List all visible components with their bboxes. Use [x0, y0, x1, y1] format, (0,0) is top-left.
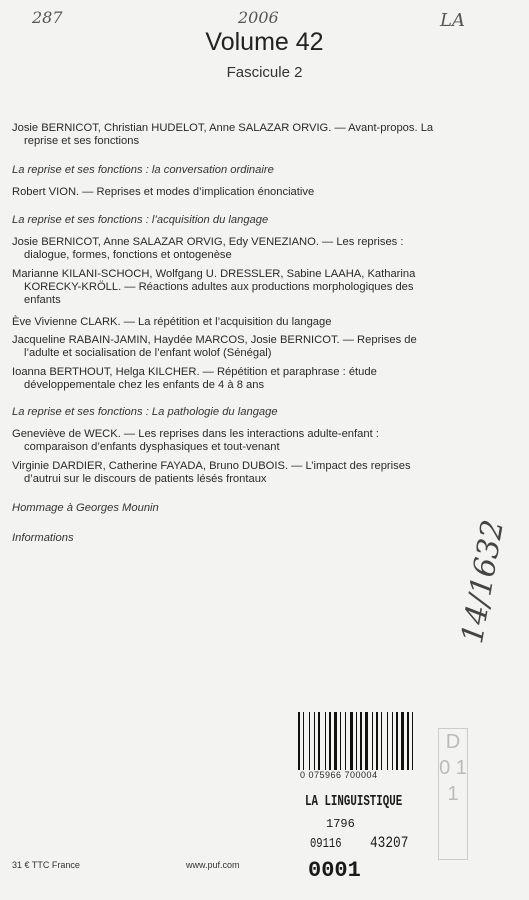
toc-section-heading: La reprise et ses fonctions : l’acquisition du langage — [12, 214, 269, 226]
barcode-bar — [387, 712, 388, 770]
barcode-bar — [305, 712, 308, 770]
handwritten-year: 2006 — [238, 8, 279, 27]
barcode-bar — [383, 712, 386, 770]
barcode-bar — [407, 712, 409, 770]
barcode-bar — [347, 712, 349, 770]
barcode-bar — [369, 712, 371, 770]
barcode-bar — [301, 712, 302, 770]
barcode-bar — [372, 712, 373, 770]
website-link[interactable]: www.puf.com — [186, 860, 240, 870]
toc-section-heading: Informations — [12, 532, 74, 544]
toc-entry-line: enfants — [24, 294, 61, 307]
barcode-bar — [399, 712, 400, 770]
toc-entry-line: Jacqueline RABAIN-JAMIN, Haydée MARCOS, Josie BERNICOT. — Reprises de — [12, 334, 417, 346]
toc-section-heading: La reprise et ses fonctions : La pathologie du langage — [12, 406, 278, 418]
toc-entry-line: dialogue, formes, fonctions et ontogenèse — [24, 249, 232, 262]
price: 31 € TTC France — [12, 860, 80, 870]
barcode-bar — [329, 712, 331, 770]
fascicule-subtitle: Fascicule 2 — [226, 64, 303, 81]
barcode — [298, 712, 432, 770]
toc-entry-line: KORECKY-KRÖLL. — Réactions adultes aux productions morphologiques des — [24, 281, 414, 294]
handwritten-number: 287 — [32, 8, 63, 27]
barcode-bar — [334, 712, 337, 770]
toc-entry — [12, 186, 492, 199]
toc-entry-line: Virginie DARDIER, Catherine FAYADA, Bruno DUBOIS. — L’impact des reprises — [12, 460, 411, 472]
barcode-bar — [338, 712, 339, 770]
barcode-bar — [356, 712, 357, 770]
toc-section-heading: La reprise et ses fonctions : la conversation ordinaire — [12, 164, 274, 176]
barcode-bar — [340, 712, 341, 770]
barcode-bar — [309, 712, 310, 770]
barcode-bar — [396, 712, 398, 770]
toc-entry — [12, 268, 492, 308]
toc-entry-line: Robert VION. — Reprises et modes d’implication énonciative — [12, 186, 315, 198]
toc-entry — [12, 122, 492, 148]
barcode-bar — [316, 712, 317, 770]
barcode-bar — [405, 712, 406, 770]
toc-entry-line: Ioanna BERTHOUT, Helga KILCHER. — Répétition et paraphrase : étude — [12, 366, 377, 378]
toc-entry-line: Marianne KILANI-SCHOCH, Wolfgang U. DRESSLER, Sabine LAAHA, Katharina — [12, 268, 416, 280]
barcode-bar — [314, 712, 315, 770]
label-code-left: 09116 — [310, 836, 342, 852]
barcode-bar — [365, 712, 368, 770]
barcode-bar — [303, 712, 304, 770]
barcode-bar — [318, 712, 320, 770]
toc-entry-line: d’autrui sur le discours de patients lésés frontaux — [24, 473, 267, 486]
barcode-bar — [332, 712, 333, 770]
barcode-bar — [321, 712, 324, 770]
barcode-bar — [374, 712, 375, 770]
toc-entry-line: développementale chez les enfants de 4 à 8 ans — [24, 379, 265, 392]
toc-entry-line: Josie BERNICOT, Christian HUDELOT, Anne SALAZAR ORVIG. — Avant-propos. La — [12, 122, 434, 134]
volume-title: Volume 42 — [205, 28, 324, 56]
barcode-number: 0 075966 700004 — [300, 770, 378, 780]
barcode-bar — [358, 712, 359, 770]
label-issue: 0001 — [308, 858, 361, 883]
toc-entry — [12, 236, 492, 262]
handwritten-code: LA — [440, 10, 465, 31]
toc-entry-line: Geneviève de WECK. — Les reprises dans les interactions adulte-enfant : — [12, 428, 379, 440]
barcode-bar — [389, 712, 391, 770]
barcode-bar — [325, 712, 326, 770]
handwritten-shelfmark: 14/1632 — [455, 517, 512, 647]
toc-entry — [12, 334, 492, 360]
barcode-bar — [376, 712, 378, 770]
barcode-bar — [392, 712, 393, 770]
label-title: LA LINGUISTIQUE — [305, 793, 403, 810]
label-code-right: 43207 — [370, 834, 409, 852]
barcode-bar — [412, 712, 413, 770]
barcode-bar — [350, 712, 353, 770]
barcode-bar — [410, 712, 411, 770]
toc-entry-line: l’adulte et socialisation de l’enfant wolof (Sénégal) — [24, 347, 272, 360]
barcode-bar — [354, 712, 355, 770]
barcode-bar — [394, 712, 395, 770]
barcode-bar — [401, 712, 404, 770]
toc-entry — [12, 428, 492, 454]
toc-section-heading: Hommage à Georges Mounin — [12, 502, 159, 514]
barcode-bar — [327, 712, 328, 770]
barcode-bar — [345, 712, 346, 770]
barcode-bar — [298, 712, 300, 770]
barcode-bar — [342, 712, 344, 770]
barcode-bar — [414, 712, 416, 770]
toc-entry — [12, 316, 492, 329]
toc-entry-line: Josie BERNICOT, Anne SALAZAR ORVIG, Edy VENEZIANO. — Les reprises : — [12, 236, 404, 248]
barcode-bar — [360, 712, 362, 770]
label-number: 1796 — [326, 817, 355, 831]
barcode-bar — [381, 712, 382, 770]
toc-entry-line: comparaison d’enfants dysphasiques et tout-venant — [24, 441, 280, 454]
toc-entry-line: Ève Vivienne CLARK. — La répétition et l’acquisition du langage — [12, 316, 332, 328]
toc-entry — [12, 460, 492, 486]
toc-entry — [12, 366, 492, 392]
toc-entry-line: reprise et ses fonctions — [24, 135, 140, 148]
library-stamp: D 0 1 1 — [438, 728, 468, 860]
barcode-bar — [379, 712, 380, 770]
barcode-bar — [363, 712, 364, 770]
barcode-bar — [311, 712, 313, 770]
